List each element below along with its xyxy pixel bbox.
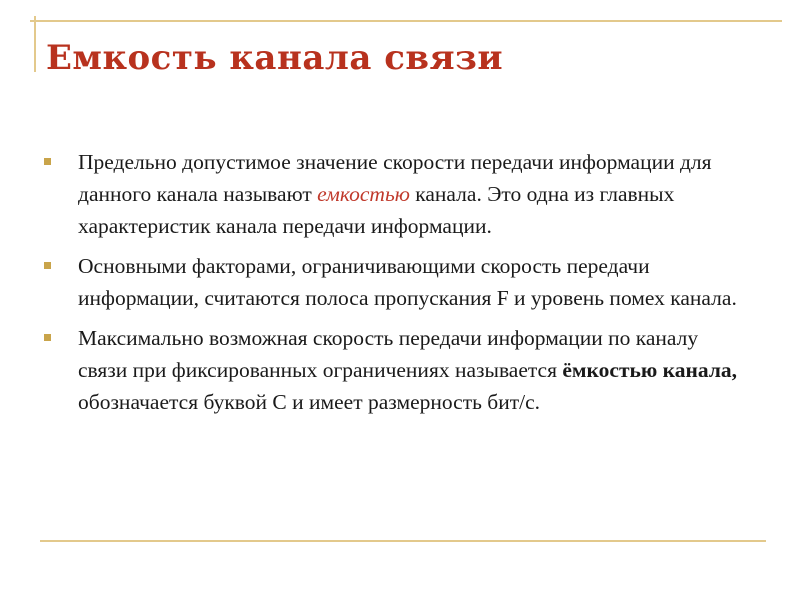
bullet-list (40, 146, 740, 426)
bullet-item-1 (40, 146, 740, 242)
bold-term: ёмкостью канала, (562, 358, 738, 382)
bullet-1-text-end: канала. Это одна из главных характеристик канала передачи информации. (78, 182, 675, 238)
bullet-square-icon (44, 262, 51, 269)
left-rule (34, 16, 36, 72)
bullet-square-icon (44, 158, 51, 165)
slide-title: Емкость канала связи (46, 38, 504, 78)
bullet-3-text-end: обозначается буквой С и имеет размерность бит/с. (78, 390, 541, 414)
bullet-item-2 (40, 250, 740, 314)
bullet-item-3 (40, 322, 740, 418)
bottom-rule (40, 540, 766, 542)
highlight-term: емкостью (317, 182, 410, 206)
bullet-1-text: Предельно допустимое значение скорости передачи информации для данного канала называют (78, 150, 712, 206)
bullet-3-text: Максимально возможная скорость передачи информации по каналу связи при фиксированных ограничениях называется (78, 326, 699, 382)
bullet-square-icon (44, 334, 51, 341)
bullet-2-text: Основными факторами, ограничивающими скорость передачи информации, считаются полоса пропускания F и уровень помех канала. (78, 254, 737, 310)
top-rule (30, 20, 782, 22)
